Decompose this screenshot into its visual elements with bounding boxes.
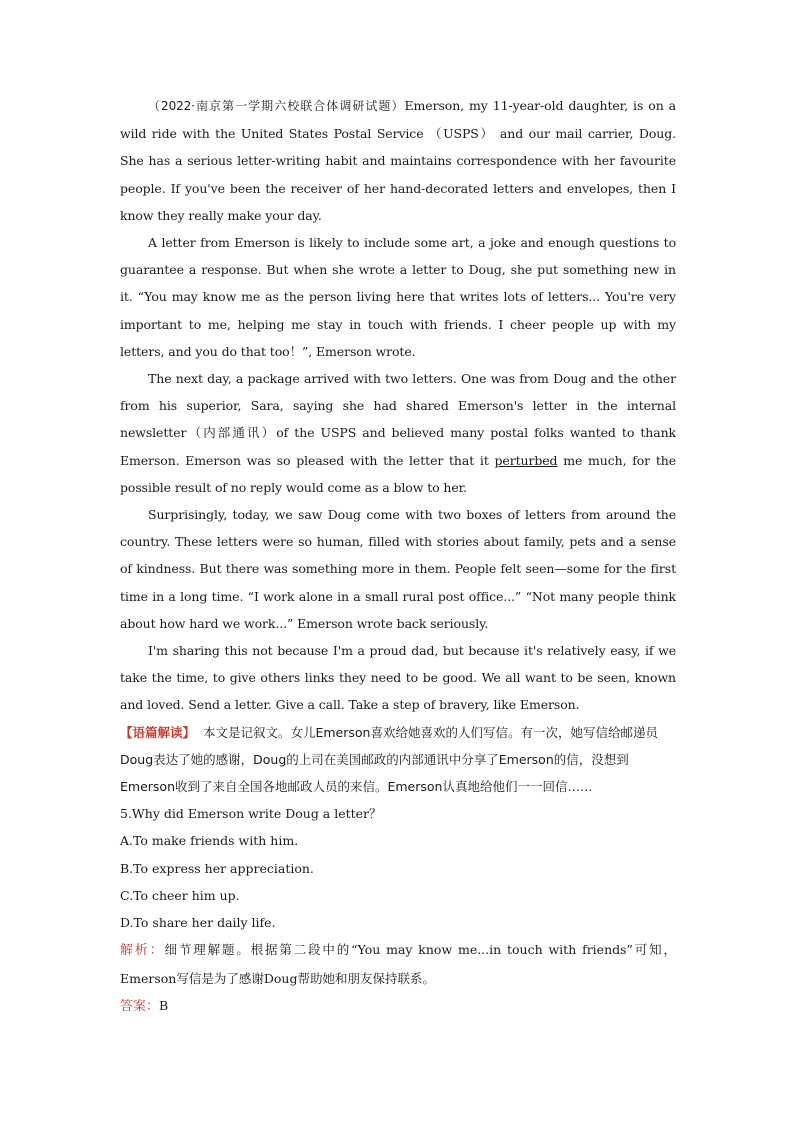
answer-value: B bbox=[159, 997, 169, 1013]
paragraph-1-text: Emerson, my 11-year-old daughter, is on a wild ride with the United States Postal Service （USPS） and our mail carrier, Doug. She has a serious letter-writing habit and maintains correspondence with her favourite people. If you've been the receiver of her hand-decorated letters and envelopes, then I know they really make your day. bbox=[120, 98, 677, 223]
paragraph-3-text-before: The next day, a package arrived with two letters. One was from Doug and the other from his superior, Sara, saying she had shared Emerson's letter in the internal newsletter（内部通讯）of the USPS and believed many postal folks wanted to thank Emerson. Emerson was so pleased with the letter that it bbox=[120, 371, 676, 468]
passage-paragraph-5: I'm sharing this not because I'm a proud dad, but because it's relatively easy, if we take the time, to give others links they need to be good. We all want to be seen, known and loved. Send a letter. Give a call. Take a step of bravery, like Emerson. bbox=[120, 643, 676, 713]
interpretation-block bbox=[120, 719, 676, 801]
option-a: A.To make friends with him. bbox=[120, 833, 299, 849]
answer-label: 答案： bbox=[120, 998, 160, 1014]
analysis-label: 解析： bbox=[120, 943, 165, 959]
passage-paragraph-3 bbox=[120, 365, 676, 501]
underlined-word: perturbed bbox=[494, 452, 558, 468]
passage-paragraph-1 bbox=[120, 92, 676, 229]
option-c: C.To cheer him up. bbox=[120, 887, 240, 903]
source-citation: （2022·南京第一学期六校联合体调研试题） bbox=[148, 99, 405, 113]
passage-paragraph-4: Surprisingly, today, we saw Doug come with two boxes of letters from around the country. These letters were so human, filled with stories about family, pets and a sense of kindness. But there was something more in them. People felt seen—some for the first time in a long time. “I work alone in a small rural post office...” “Not many people think about how hard we work...” Emerson wrote back seriously. bbox=[120, 507, 676, 631]
analysis-block bbox=[120, 936, 676, 991]
document-page bbox=[120, 92, 676, 1020]
paragraph-3-text-after: me much, for the possible result of no reply would come as a blow to her. bbox=[120, 452, 676, 495]
answer-block bbox=[120, 992, 676, 1020]
analysis-text: 细节理解题。根据第二段中的“You may know me...in touch with friends”可知，Emerson写信是为了感谢Doug帮助她和朋友保持联系。 bbox=[120, 942, 676, 986]
passage-paragraph-2: A letter from Emerson is likely to include some art, a joke and enough questions to guarantee a response. But when she wrote a letter to Doug, she put something new in it. “You may know me as the person living here that writes lots of letters... You're very important to me, helping me stay in touch with friends. I cheer people up with my letters, and you do that too！”, Emerson wrote. bbox=[120, 235, 676, 359]
question-stem: 5.Why did Emerson write Doug a letter？ bbox=[120, 806, 382, 822]
interpretation-label: 【语篇解读】 bbox=[120, 724, 196, 740]
option-d: D.To share her daily life. bbox=[120, 915, 276, 931]
option-b: B.To express her appreciation. bbox=[120, 860, 314, 876]
interpretation-text: 本文是记叙文。女儿Emerson喜欢给她喜欢的人们写信。有一次，她写信给邮递员Doug表达了她的感谢，Doug的上司在美国邮政的内部通讯中分享了Emerson的信，没想到Emerson收到了来自全国各地邮政人员的来信。Emerson认真地给他们一一回信…… bbox=[120, 724, 658, 795]
